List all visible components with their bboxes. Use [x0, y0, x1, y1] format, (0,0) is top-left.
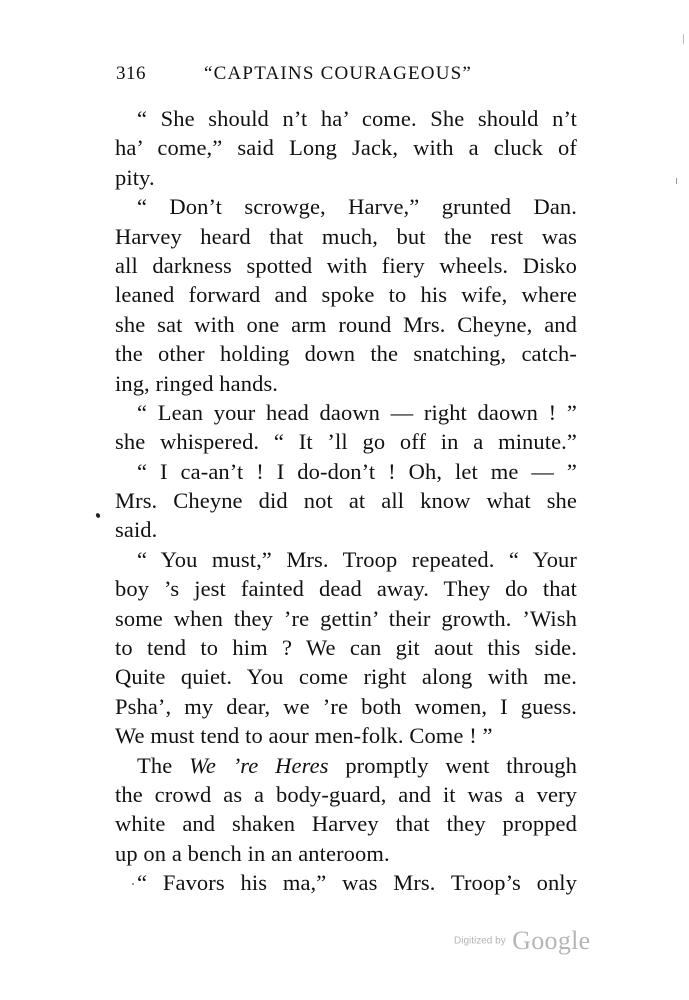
- text-line: “ Favors his ma,” was Mrs. Troop’s only: [137, 870, 577, 896]
- text-line: “ Don’t scrowge, Harve,” grunted Dan.: [137, 194, 577, 220]
- text-line: Quite quiet. You come right along with me.: [115, 664, 577, 690]
- text-line: she sat with one arm round Mrs. Cheyne, and: [115, 311, 577, 337]
- watermark-prefix: Digitized by: [454, 935, 506, 947]
- text-line: boy ’s jest fainted dead away. They do that: [115, 576, 577, 602]
- ship-name: We ’re Heres: [189, 752, 329, 778]
- text-line: some when they ’re gettin’ their growth. ’Wish: [115, 605, 577, 631]
- text-line: “ I ca-an’t ! I do-don’t ! Oh, let me — ”: [137, 458, 577, 484]
- text-line: Psha’, my dear, we ’re both women, I guess.: [115, 693, 577, 719]
- text-line: the crowd as a body-guard, and it was a very: [115, 781, 577, 807]
- text-line: white and shaken Harvey that they propped: [115, 811, 577, 837]
- text-fragment: promptly went through: [328, 752, 577, 778]
- body-text: [115, 104, 577, 898]
- scan-speck: [683, 34, 684, 44]
- text-line: ha’ come,” said Long Jack, with a cluck of: [115, 135, 577, 161]
- text-line: all darkness spotted with fiery wheels. Disko: [115, 252, 577, 278]
- page-number: 316: [116, 63, 146, 84]
- page-header: [116, 63, 586, 89]
- text-line: up on a bench in an anteroom.: [115, 840, 390, 866]
- text-line: [115, 751, 577, 780]
- text-line: Harvey heard that much, but the rest was: [115, 223, 577, 249]
- text-line: to tend to him ? We can git aout this side.: [115, 635, 577, 661]
- running-title: “CAPTAINS COURAGEOUS”: [204, 63, 473, 84]
- text-line: “ She should n’t ha’ come. She should n’t: [137, 106, 577, 131]
- text-line: she whispered. “ It ’ll go off in a minute.”: [115, 429, 577, 455]
- text-line: said.: [115, 517, 158, 543]
- text-fragment: The: [137, 752, 190, 778]
- scan-speck: [676, 178, 677, 184]
- text-line: pity.: [115, 164, 155, 190]
- digitized-watermark: [454, 926, 591, 956]
- text-line: ing, ringed hands.: [115, 370, 279, 396]
- text-line: Mrs. Cheyne did not at all know what she: [115, 488, 577, 514]
- text-line: leaned forward and spoke to his wife, where: [115, 282, 577, 308]
- text-line: the other holding down the snatching, catch-: [115, 341, 577, 367]
- text-line: We must tend to aour men-folk. Come ! ”: [115, 723, 493, 749]
- text-line: “ Lean your head daown — right daown ! ”: [137, 399, 577, 425]
- margin-mark: [95, 512, 101, 518]
- google-logo: Google: [512, 926, 591, 955]
- text-line: “ You must,” Mrs. Troop repeated. “ Your: [137, 546, 577, 572]
